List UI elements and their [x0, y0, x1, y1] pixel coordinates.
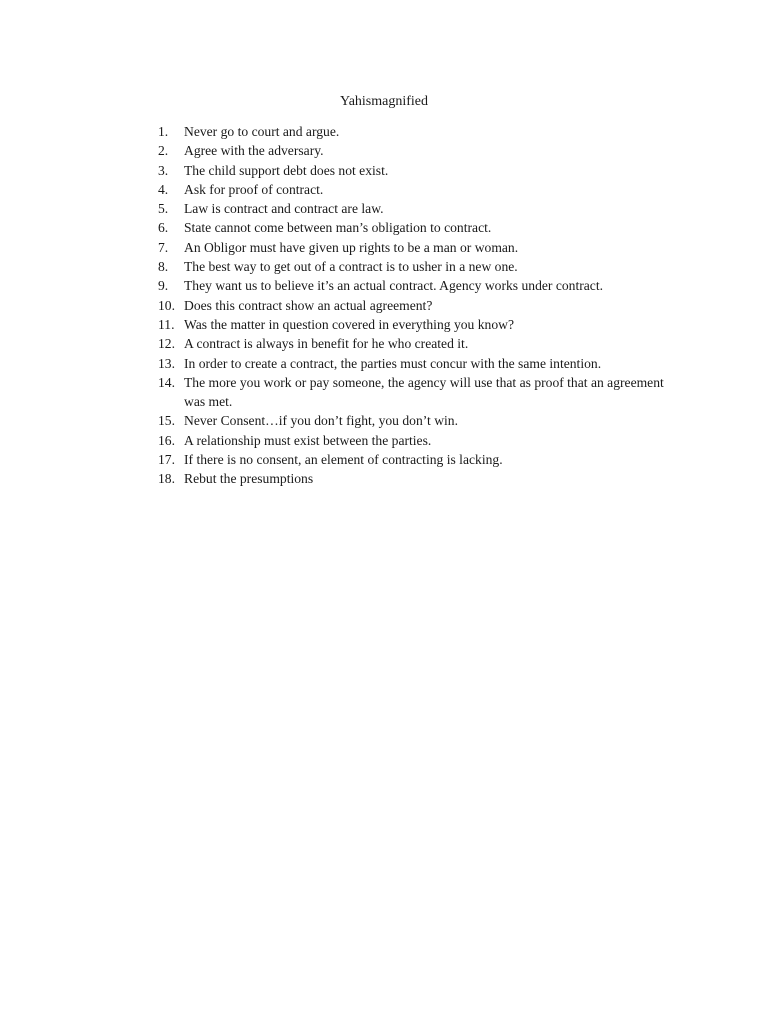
list-item [158, 276, 678, 295]
item-number: 11. [158, 316, 175, 332]
item-number: 14. [158, 374, 175, 390]
item-text: State cannot come between man’s obligation to contract. [184, 220, 492, 236]
item-text: They want us to believe it’s an actual contract. Agency works under contract. [184, 278, 603, 294]
list-item [158, 411, 678, 430]
list-item [158, 199, 678, 218]
list-item [158, 161, 678, 180]
item-text: The best way to get out of a contract is to usher in a new one. [184, 259, 518, 275]
item-text: Never Consent…if you don’t fight, you don’t win. [184, 413, 458, 429]
item-text: A relationship must exist between the parties. [184, 432, 432, 448]
list-item [158, 469, 678, 488]
item-number: 4. [158, 181, 169, 197]
list-item [158, 431, 678, 450]
item-number: 5. [158, 201, 169, 217]
numbered-list [158, 122, 678, 489]
item-number: 10. [158, 297, 175, 313]
list-item [158, 218, 678, 237]
list-item [158, 450, 678, 469]
item-number: 18. [158, 471, 175, 487]
list-item [158, 373, 678, 412]
list-item [158, 257, 678, 276]
list-item [158, 238, 678, 257]
document-title: Yahismagnified [339, 94, 429, 109]
list-item [158, 180, 678, 199]
item-text: A contract is always in benefit for he who created it. [184, 336, 469, 352]
item-number: 1. [158, 124, 169, 139]
item-text: Was the matter in question covered in everything you know? [184, 316, 514, 332]
item-text: In order to create a contract, the parties must concur with the same intention. [184, 355, 602, 371]
list-item [158, 334, 678, 353]
list-item [158, 315, 678, 334]
item-number: 16. [158, 432, 175, 448]
item-text: Law is contract and contract are law. [184, 201, 384, 217]
item-number: 3. [158, 162, 169, 178]
item-text: Never go to court and argue. [184, 124, 340, 139]
item-number: 9. [158, 278, 169, 294]
item-number: 17. [158, 452, 175, 468]
item-text: Does this contract show an actual agreement? [184, 297, 433, 313]
item-text: The more you work or pay someone, the agency will use that as proof that an agreement was met. [184, 374, 664, 410]
list-item [158, 296, 678, 315]
item-number: 2. [158, 143, 169, 159]
item-number: 6. [158, 220, 169, 236]
item-number: 13. [158, 355, 175, 371]
item-number: 12. [158, 336, 175, 352]
list-item [158, 141, 678, 160]
item-text: The child support debt does not exist. [184, 162, 389, 178]
list-item [158, 122, 678, 141]
item-text: Ask for proof of contract. [184, 181, 324, 197]
item-text: An Obligor must have given up rights to be a man or woman. [184, 239, 519, 255]
item-number: 15. [158, 413, 175, 429]
list-item [158, 354, 678, 373]
item-number: 8. [158, 259, 169, 275]
item-text: Rebut the presumptions [184, 471, 314, 487]
item-text: If there is no consent, an element of contracting is lacking. [184, 452, 503, 468]
item-number: 7. [158, 239, 169, 255]
item-text: Agree with the adversary. [184, 143, 324, 159]
